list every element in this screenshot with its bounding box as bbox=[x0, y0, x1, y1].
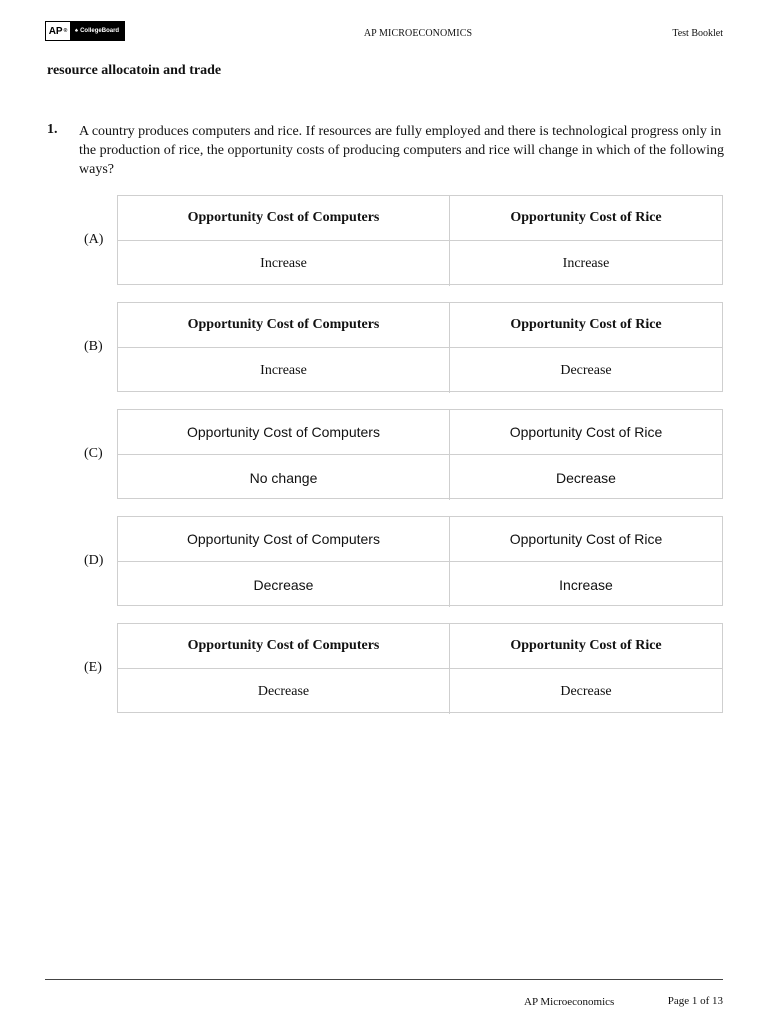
choice-table bbox=[117, 409, 723, 499]
choice-letter: (D) bbox=[84, 553, 104, 568]
footer-page-number: Page 1 of 13 bbox=[667, 995, 723, 1007]
table-value-computers: Decrease bbox=[118, 669, 450, 714]
table-header-rice: Opportunity Cost of Rice bbox=[450, 410, 722, 455]
table-header-rice: Opportunity Cost of Rice bbox=[450, 624, 722, 669]
choice-table bbox=[117, 516, 723, 606]
table-value-computers: Increase bbox=[118, 241, 450, 286]
table-header-computers: Opportunity Cost of Computers bbox=[118, 624, 450, 669]
question-number: 1. bbox=[47, 122, 58, 137]
table-header-computers: Opportunity Cost of Computers bbox=[118, 303, 450, 348]
table-value-rice: Decrease bbox=[560, 362, 612, 378]
choice-table bbox=[117, 302, 723, 392]
table-header-computers: Opportunity Cost of Computers bbox=[118, 196, 450, 241]
table-value-computers: Decrease bbox=[118, 562, 450, 607]
answer-choice-c[interactable] bbox=[84, 409, 723, 499]
header-title: AP MICROECONOMICS bbox=[363, 28, 473, 39]
table-header-rice: Opportunity Cost of Rice bbox=[450, 517, 722, 562]
table-header-computers: Opportunity Cost of Computers bbox=[118, 517, 450, 562]
choice-table bbox=[117, 195, 723, 285]
collegeboard-logo: ♠ CollegeBoard bbox=[70, 22, 124, 40]
table-value-computers: No change bbox=[118, 455, 450, 500]
footer-course-name: AP Microeconomics bbox=[524, 996, 615, 1008]
table-header-rice: Opportunity Cost of Rice bbox=[450, 303, 722, 348]
answer-choice-a[interactable] bbox=[84, 195, 723, 285]
answer-choice-d[interactable] bbox=[84, 516, 723, 606]
question-text: A country produces computers and rice. If resources are fully employed and there is technological progress only in the production of rice, the opportunity costs of producing computers and rice will change in which of the following ways? bbox=[79, 124, 725, 177]
choice-letter: (A) bbox=[84, 232, 104, 247]
header-booklet-label: Test Booklet bbox=[672, 28, 723, 39]
table-value-rice: Decrease bbox=[560, 683, 612, 699]
choice-table bbox=[117, 623, 723, 713]
table-value-rice: Increase bbox=[562, 255, 610, 271]
acorn-icon: ♠ bbox=[74, 28, 79, 34]
table-value-rice: Decrease bbox=[556, 469, 616, 486]
table-header-computers: Opportunity Cost of Computers bbox=[118, 410, 450, 455]
answer-choice-e[interactable] bbox=[84, 623, 723, 713]
footer-divider bbox=[45, 979, 723, 980]
table-header-rice: Opportunity Cost of Rice bbox=[450, 196, 722, 241]
section-title: resource allocatoin and trade bbox=[47, 63, 222, 78]
choice-letter: (E) bbox=[84, 660, 102, 675]
ap-logo-mark: AP ® bbox=[46, 22, 70, 40]
choice-letter: (B) bbox=[84, 339, 103, 354]
answer-choice-b[interactable] bbox=[84, 302, 723, 392]
choice-letter: (C) bbox=[84, 446, 103, 461]
table-value-rice: Increase bbox=[559, 576, 613, 593]
table-value-computers: Increase bbox=[118, 348, 450, 393]
